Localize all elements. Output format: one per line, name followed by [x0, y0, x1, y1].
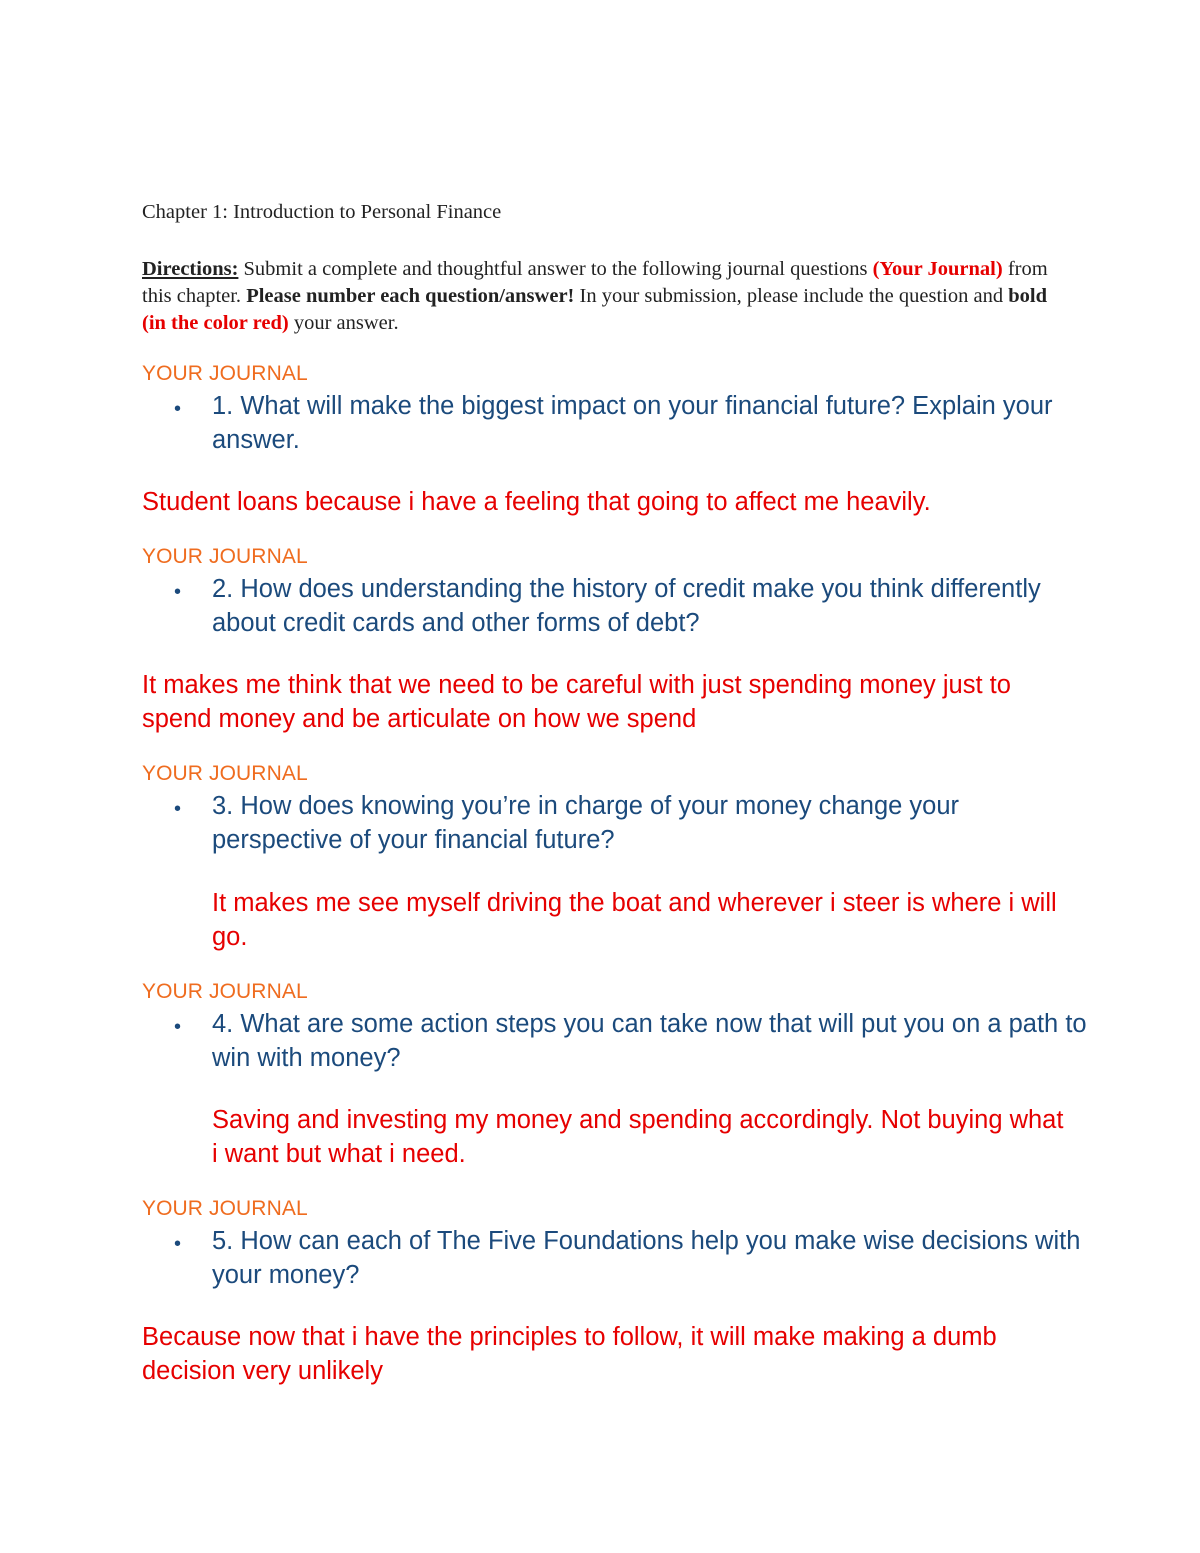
answer-5: Because now that i have the principles to follow, it will make making a dumb decision very unlikely — [142, 1323, 997, 1385]
color-red-instruction: (in the color red) — [142, 312, 289, 334]
answer-4: Saving and investing my money and spending accordingly. Not buying what i want but what i need. — [212, 1106, 1064, 1168]
directions-text-2: from this chapter. — [142, 258, 1048, 307]
directions-text-5: your answer. — [288, 312, 399, 334]
directions-text-1: Submit a complete and thoughtful answer to the following journal questions — [238, 258, 873, 280]
section-label-1: YOUR JOURNAL — [142, 362, 308, 385]
answer-1: Student loans because i have a feeling that going to affect me heavily. — [142, 488, 931, 516]
answer-3: It makes me see myself driving the boat and wherever i steer is where i will go. — [212, 889, 1057, 951]
question-2: 2. How does understanding the history of credit make you think differently about credit cards and other forms of debt? — [212, 575, 1041, 637]
bullet-1: • — [174, 398, 182, 420]
question-4: 4. What are some action steps you can take now that will put you on a path to win with money? — [212, 1010, 1087, 1072]
number-instruction: Please number each question/answer! — [246, 285, 575, 307]
bullet-4: • — [174, 1016, 182, 1038]
directions-text-3: In your submission, please include the question and — [574, 285, 1009, 307]
section-label-2: YOUR JOURNAL — [142, 545, 308, 568]
directions-label: Directions: — [142, 258, 239, 280]
section-label-3: YOUR JOURNAL — [142, 762, 308, 785]
chapter-title: Chapter 1: Introduction to Personal Finance — [142, 201, 502, 223]
bullet-5: • — [174, 1233, 182, 1255]
question-3: 3. How does knowing you’re in charge of your money change your perspective of your financial future? — [212, 792, 960, 854]
section-label-4: YOUR JOURNAL — [142, 980, 308, 1003]
question-1: 1. What will make the biggest impact on your financial future? Explain your answer. — [212, 392, 1053, 454]
directions-paragraph — [142, 256, 1072, 337]
question-5: 5. How can each of The Five Foundations help you make wise decisions with your money? — [212, 1227, 1081, 1289]
bold-word: bold — [1008, 285, 1047, 307]
bullet-3: • — [174, 798, 182, 820]
answer-2: It makes me think that we need to be careful with just spending money just to spend money and be articulate on how we spend — [142, 671, 1011, 733]
bullet-2: • — [174, 581, 182, 603]
your-journal-reference: (Your Journal) — [872, 258, 1003, 280]
section-label-5: YOUR JOURNAL — [142, 1197, 308, 1220]
